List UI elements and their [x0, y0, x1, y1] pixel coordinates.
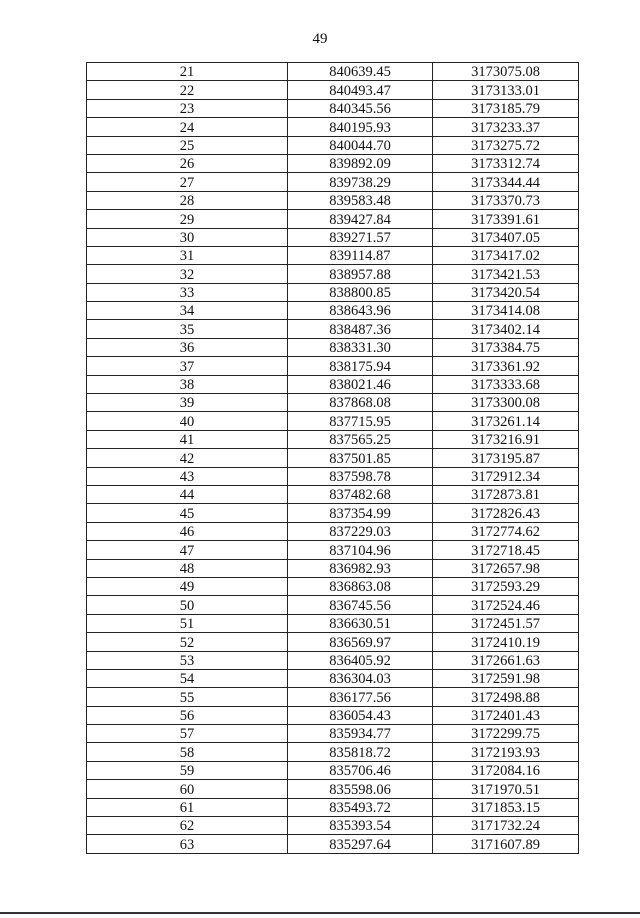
page-number: 49	[312, 31, 328, 47]
table-row	[87, 246, 579, 264]
point-number-cell: 44	[87, 485, 288, 503]
point-number-cell: 43	[87, 467, 288, 485]
y-coordinate-cell: 3173195.87	[433, 449, 579, 467]
point-number-cell: 26	[87, 154, 288, 172]
table-row	[87, 173, 579, 191]
point-number-cell: 57	[87, 725, 288, 743]
x-coordinate-cell: 837229.03	[288, 522, 433, 540]
point-number-cell: 52	[87, 633, 288, 651]
table-row	[87, 154, 579, 172]
table-row	[87, 706, 579, 724]
point-number-cell: 31	[87, 246, 288, 264]
table-row	[87, 210, 579, 228]
y-coordinate-cell: 3172661.63	[433, 651, 579, 669]
x-coordinate-cell: 837565.25	[288, 430, 433, 448]
table-row	[87, 338, 579, 356]
x-coordinate-cell: 839892.09	[288, 154, 433, 172]
table-row	[87, 485, 579, 503]
table-row	[87, 118, 579, 136]
x-coordinate-cell: 835598.06	[288, 780, 433, 798]
point-number-cell: 35	[87, 320, 288, 338]
coordinate-table-body	[87, 63, 579, 854]
x-coordinate-cell: 836630.51	[288, 614, 433, 632]
x-coordinate-cell: 836054.43	[288, 706, 433, 724]
y-coordinate-cell: 3173391.61	[433, 210, 579, 228]
y-coordinate-cell: 3173370.73	[433, 191, 579, 209]
x-coordinate-cell: 835706.46	[288, 761, 433, 779]
y-coordinate-cell: 3173421.53	[433, 265, 579, 283]
x-coordinate-cell: 840639.45	[288, 63, 433, 81]
y-coordinate-cell: 3173185.79	[433, 99, 579, 117]
table-row	[87, 320, 579, 338]
point-number-cell: 42	[87, 449, 288, 467]
point-number-cell: 38	[87, 375, 288, 393]
x-coordinate-cell: 835934.77	[288, 725, 433, 743]
point-number-cell: 27	[87, 173, 288, 191]
table-row	[87, 412, 579, 430]
table-row	[87, 136, 579, 154]
table-row	[87, 835, 579, 853]
x-coordinate-cell: 838175.94	[288, 357, 433, 375]
y-coordinate-cell: 3173216.91	[433, 430, 579, 448]
table-row	[87, 798, 579, 816]
x-coordinate-cell: 837868.08	[288, 394, 433, 412]
x-coordinate-cell: 836304.03	[288, 669, 433, 687]
y-coordinate-cell: 3171732.24	[433, 817, 579, 835]
x-coordinate-cell: 835297.64	[288, 835, 433, 853]
y-coordinate-cell: 3172299.75	[433, 725, 579, 743]
point-number-cell: 34	[87, 302, 288, 320]
x-coordinate-cell: 837482.68	[288, 485, 433, 503]
x-coordinate-cell: 837354.99	[288, 504, 433, 522]
point-number-cell: 61	[87, 798, 288, 816]
y-coordinate-cell: 3173275.72	[433, 136, 579, 154]
x-coordinate-cell: 840345.56	[288, 99, 433, 117]
point-number-cell: 33	[87, 283, 288, 301]
table-row	[87, 504, 579, 522]
table-row	[87, 467, 579, 485]
x-coordinate-cell: 836982.93	[288, 559, 433, 577]
table-row	[87, 559, 579, 577]
table-row	[87, 228, 579, 246]
y-coordinate-cell: 3173233.37	[433, 118, 579, 136]
x-coordinate-cell: 837715.95	[288, 412, 433, 430]
y-coordinate-cell: 3172912.34	[433, 467, 579, 485]
x-coordinate-cell: 839427.84	[288, 210, 433, 228]
table-row	[87, 817, 579, 835]
y-coordinate-cell: 3171607.89	[433, 835, 579, 853]
y-coordinate-cell: 3172657.98	[433, 559, 579, 577]
y-coordinate-cell: 3172084.16	[433, 761, 579, 779]
table-row	[87, 780, 579, 798]
x-coordinate-cell: 838331.30	[288, 338, 433, 356]
y-coordinate-cell: 3172193.93	[433, 743, 579, 761]
table-row	[87, 357, 579, 375]
point-number-cell: 48	[87, 559, 288, 577]
x-coordinate-cell: 836745.56	[288, 596, 433, 614]
x-coordinate-cell: 837501.85	[288, 449, 433, 467]
table-row	[87, 394, 579, 412]
point-number-cell: 58	[87, 743, 288, 761]
point-number-cell: 21	[87, 63, 288, 81]
table-row	[87, 651, 579, 669]
table-row	[87, 614, 579, 632]
table-row	[87, 449, 579, 467]
point-number-cell: 45	[87, 504, 288, 522]
y-coordinate-cell: 3172410.19	[433, 633, 579, 651]
y-coordinate-cell: 3172826.43	[433, 504, 579, 522]
x-coordinate-cell: 838643.96	[288, 302, 433, 320]
point-number-cell: 53	[87, 651, 288, 669]
point-number-cell: 47	[87, 541, 288, 559]
x-coordinate-cell: 838487.36	[288, 320, 433, 338]
y-coordinate-cell: 3172718.45	[433, 541, 579, 559]
table-row	[87, 596, 579, 614]
y-coordinate-cell: 3171853.15	[433, 798, 579, 816]
y-coordinate-cell: 3173414.08	[433, 302, 579, 320]
table-row	[87, 375, 579, 393]
x-coordinate-cell: 838957.88	[288, 265, 433, 283]
y-coordinate-cell: 3173133.01	[433, 81, 579, 99]
x-coordinate-cell: 837104.96	[288, 541, 433, 559]
y-coordinate-cell: 3173300.08	[433, 394, 579, 412]
x-coordinate-cell: 839738.29	[288, 173, 433, 191]
y-coordinate-cell: 3172498.88	[433, 688, 579, 706]
y-coordinate-cell: 3173420.54	[433, 283, 579, 301]
y-coordinate-cell: 3172451.57	[433, 614, 579, 632]
point-number-cell: 40	[87, 412, 288, 430]
point-number-cell: 30	[87, 228, 288, 246]
y-coordinate-cell: 3173417.02	[433, 246, 579, 264]
y-coordinate-cell: 3172591.98	[433, 669, 579, 687]
x-coordinate-cell: 840195.93	[288, 118, 433, 136]
table-row	[87, 761, 579, 779]
point-number-cell: 25	[87, 136, 288, 154]
y-coordinate-cell: 3172873.81	[433, 485, 579, 503]
y-coordinate-cell: 3173402.14	[433, 320, 579, 338]
point-number-cell: 39	[87, 394, 288, 412]
point-number-cell: 46	[87, 522, 288, 540]
point-number-cell: 36	[87, 338, 288, 356]
x-coordinate-cell: 835393.54	[288, 817, 433, 835]
point-number-cell: 56	[87, 706, 288, 724]
table-row	[87, 743, 579, 761]
x-coordinate-cell: 836863.08	[288, 577, 433, 595]
point-number-cell: 37	[87, 357, 288, 375]
point-number-cell: 22	[87, 81, 288, 99]
point-number-cell: 59	[87, 761, 288, 779]
x-coordinate-cell: 836177.56	[288, 688, 433, 706]
table-row	[87, 63, 579, 81]
x-coordinate-cell: 835818.72	[288, 743, 433, 761]
y-coordinate-cell: 3173344.44	[433, 173, 579, 191]
table-row	[87, 541, 579, 559]
point-number-cell: 29	[87, 210, 288, 228]
y-coordinate-cell: 3173261.14	[433, 412, 579, 430]
x-coordinate-cell: 838021.46	[288, 375, 433, 393]
y-coordinate-cell: 3172593.29	[433, 577, 579, 595]
point-number-cell: 24	[87, 118, 288, 136]
point-number-cell: 63	[87, 835, 288, 853]
y-coordinate-cell: 3171970.51	[433, 780, 579, 798]
table-row	[87, 577, 579, 595]
x-coordinate-cell: 838800.85	[288, 283, 433, 301]
table-row	[87, 265, 579, 283]
point-number-cell: 51	[87, 614, 288, 632]
point-number-cell: 50	[87, 596, 288, 614]
x-coordinate-cell: 839583.48	[288, 191, 433, 209]
point-number-cell: 60	[87, 780, 288, 798]
y-coordinate-cell: 3173333.68	[433, 375, 579, 393]
table-row	[87, 633, 579, 651]
x-coordinate-cell: 837598.78	[288, 467, 433, 485]
y-coordinate-cell: 3173407.05	[433, 228, 579, 246]
table-row	[87, 688, 579, 706]
table-row	[87, 430, 579, 448]
table-row	[87, 522, 579, 540]
point-number-cell: 62	[87, 817, 288, 835]
point-number-cell: 54	[87, 669, 288, 687]
point-number-cell: 28	[87, 191, 288, 209]
y-coordinate-cell: 3173312.74	[433, 154, 579, 172]
point-number-cell: 23	[87, 99, 288, 117]
point-number-cell: 55	[87, 688, 288, 706]
y-coordinate-cell: 3172401.43	[433, 706, 579, 724]
y-coordinate-cell: 3172524.46	[433, 596, 579, 614]
x-coordinate-cell: 836405.92	[288, 651, 433, 669]
table-row	[87, 99, 579, 117]
table-row	[87, 81, 579, 99]
table-row	[87, 669, 579, 687]
table-row	[87, 725, 579, 743]
table-row	[87, 302, 579, 320]
table-row	[87, 283, 579, 301]
bottom-page-rule	[0, 912, 640, 914]
x-coordinate-cell: 839114.87	[288, 246, 433, 264]
point-number-cell: 49	[87, 577, 288, 595]
x-coordinate-cell: 840493.47	[288, 81, 433, 99]
table-row	[87, 191, 579, 209]
x-coordinate-cell: 835493.72	[288, 798, 433, 816]
point-number-cell: 41	[87, 430, 288, 448]
x-coordinate-cell: 840044.70	[288, 136, 433, 154]
y-coordinate-cell: 3173361.92	[433, 357, 579, 375]
y-coordinate-cell: 3172774.62	[433, 522, 579, 540]
y-coordinate-cell: 3173384.75	[433, 338, 579, 356]
x-coordinate-cell: 839271.57	[288, 228, 433, 246]
coordinate-table	[86, 62, 579, 854]
x-coordinate-cell: 836569.97	[288, 633, 433, 651]
y-coordinate-cell: 3173075.08	[433, 63, 579, 81]
point-number-cell: 32	[87, 265, 288, 283]
